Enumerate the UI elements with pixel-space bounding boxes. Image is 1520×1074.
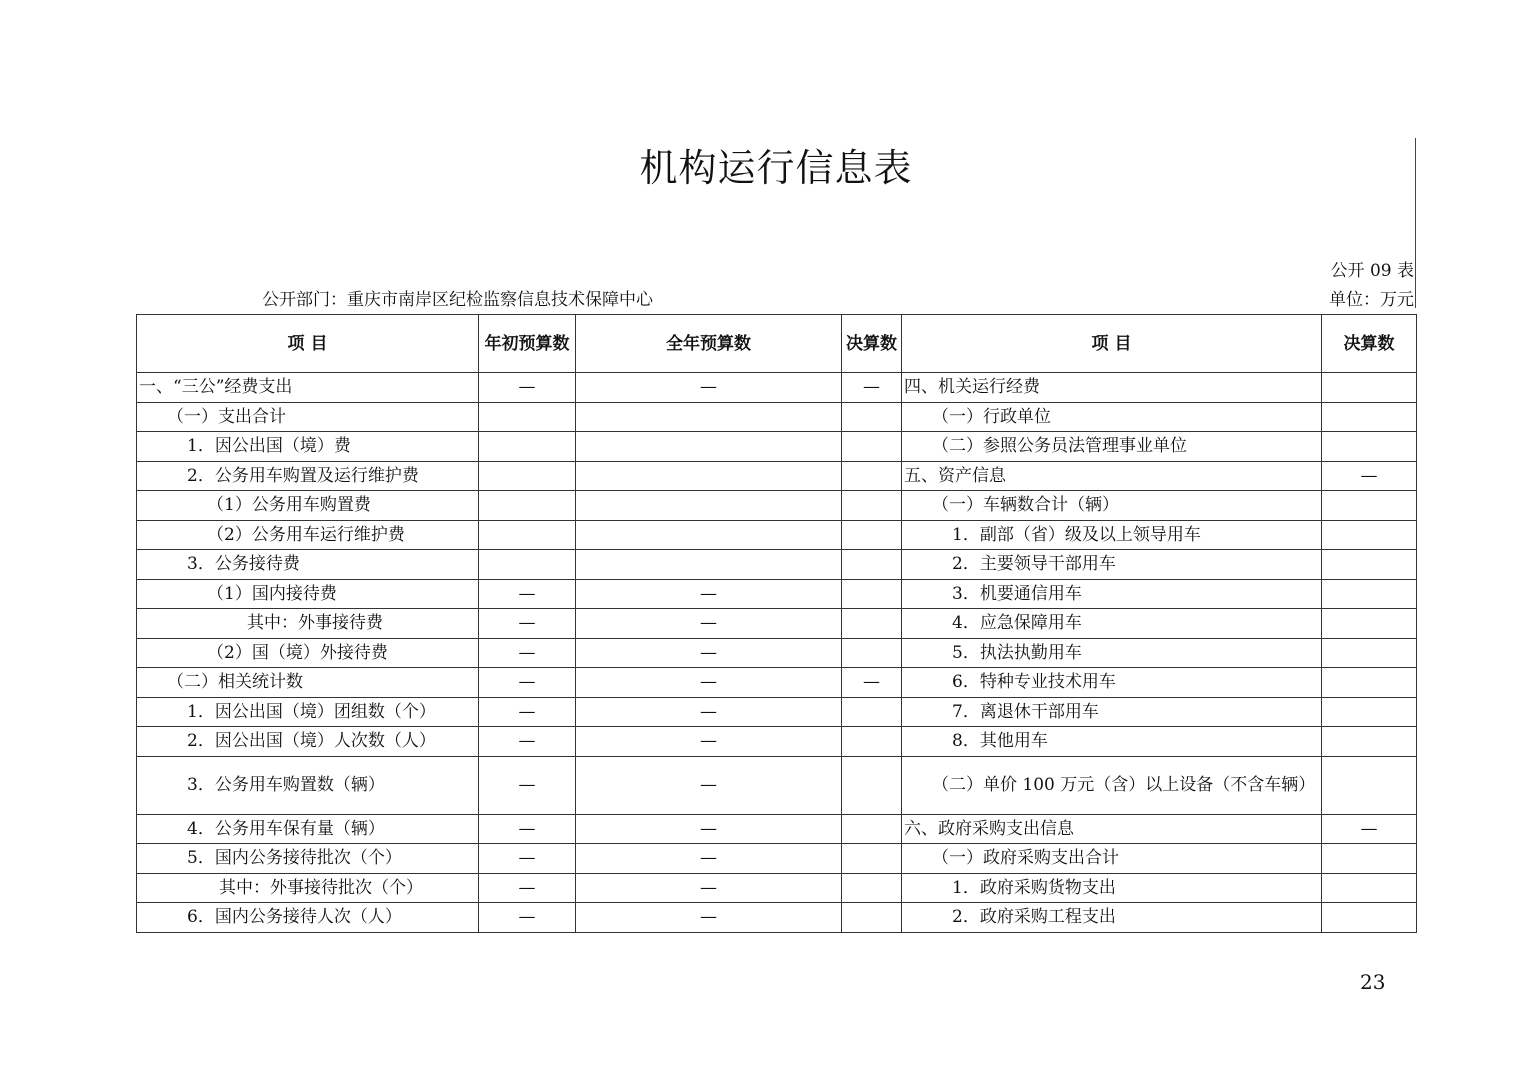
right-row-label: 5．执法执勤用车 xyxy=(902,638,1322,668)
right-row-label: 2．政府采购工程支出 xyxy=(902,903,1322,933)
initial-budget-cell: — xyxy=(479,873,576,903)
page-number: 23 xyxy=(1360,970,1386,994)
row-label: 5．国内公务接待批次（个） xyxy=(137,844,479,874)
row-label: （一）支出合计 xyxy=(137,402,479,432)
final-cell xyxy=(842,756,902,814)
initial-budget-cell: — xyxy=(479,609,576,639)
right-final-cell xyxy=(1322,579,1417,609)
final-cell: — xyxy=(842,373,902,403)
right-final-cell xyxy=(1322,550,1417,580)
initial-budget-cell xyxy=(479,402,576,432)
initial-budget-cell xyxy=(479,491,576,521)
annual-budget-cell: — xyxy=(576,903,842,933)
right-final-cell: — xyxy=(1322,814,1417,844)
row-label: 2．因公出国（境）人次数（人） xyxy=(137,727,479,757)
table-row xyxy=(137,432,1417,462)
unit-label: 单位：万元 xyxy=(1329,290,1414,310)
initial-budget-cell: — xyxy=(479,638,576,668)
initial-budget-cell: — xyxy=(479,814,576,844)
final-cell xyxy=(842,432,902,462)
annual-budget-cell xyxy=(576,550,842,580)
table-row xyxy=(137,579,1417,609)
table-row xyxy=(137,697,1417,727)
right-final-cell: — xyxy=(1322,461,1417,491)
row-label: 一、“三公”经费支出 xyxy=(137,373,479,403)
annual-budget-cell xyxy=(576,432,842,462)
right-final-cell xyxy=(1322,491,1417,521)
annual-budget-cell: — xyxy=(576,844,842,874)
right-final-cell xyxy=(1322,373,1417,403)
final-cell xyxy=(842,402,902,432)
initial-budget-cell: — xyxy=(479,727,576,757)
header-final-left: 决算数 xyxy=(842,315,902,373)
annual-budget-cell xyxy=(576,491,842,521)
initial-budget-cell xyxy=(479,461,576,491)
row-label: （1）国内接待费 xyxy=(137,579,479,609)
table-row xyxy=(137,814,1417,844)
final-cell xyxy=(842,579,902,609)
table-row xyxy=(137,756,1417,814)
initial-budget-cell xyxy=(479,432,576,462)
right-final-cell xyxy=(1322,756,1417,814)
table-row xyxy=(137,668,1417,698)
initial-budget-cell: — xyxy=(479,697,576,727)
annual-budget-cell: — xyxy=(576,697,842,727)
final-cell xyxy=(842,844,902,874)
table-row xyxy=(137,461,1417,491)
table-row xyxy=(137,638,1417,668)
initial-budget-cell: — xyxy=(479,579,576,609)
table-row xyxy=(137,609,1417,639)
row-label: 其中：外事接待费 xyxy=(137,609,479,639)
initial-budget-cell xyxy=(479,520,576,550)
annual-budget-cell: — xyxy=(576,727,842,757)
annual-budget-cell: — xyxy=(576,814,842,844)
table-row xyxy=(137,844,1417,874)
row-label: 其中：外事接待批次（个） xyxy=(137,873,479,903)
header-annual-budget: 全年预算数 xyxy=(576,315,842,373)
annual-budget-cell: — xyxy=(576,668,842,698)
right-row-label: 1．政府采购货物支出 xyxy=(902,873,1322,903)
right-row-label: 3．机要通信用车 xyxy=(902,579,1322,609)
row-label: 6．国内公务接待人次（人） xyxy=(137,903,479,933)
right-final-cell xyxy=(1322,402,1417,432)
table-code: 公开 09 表 xyxy=(1330,261,1414,281)
table-row xyxy=(137,727,1417,757)
table-row xyxy=(137,402,1417,432)
right-row-label: 8．其他用车 xyxy=(902,727,1322,757)
final-cell xyxy=(842,491,902,521)
right-row-label: 6．特种专业技术用车 xyxy=(902,668,1322,698)
row-label: （2）国（境）外接待费 xyxy=(137,638,479,668)
row-label: （1）公务用车购置费 xyxy=(137,491,479,521)
final-cell xyxy=(842,727,902,757)
header-final-right: 决算数 xyxy=(1322,315,1417,373)
table-row xyxy=(137,491,1417,521)
page-title: 机构运行信息表 xyxy=(639,146,913,190)
header-initial-budget: 年初预算数 xyxy=(479,315,576,373)
table-row xyxy=(137,550,1417,580)
initial-budget-cell: — xyxy=(479,373,576,403)
table-row xyxy=(137,373,1417,403)
right-row-label: 2．主要领导干部用车 xyxy=(902,550,1322,580)
right-final-cell xyxy=(1322,697,1417,727)
table-row xyxy=(137,903,1417,933)
final-cell xyxy=(842,638,902,668)
right-final-cell xyxy=(1322,520,1417,550)
info-table xyxy=(136,314,1417,933)
header-item-left: 项 目 xyxy=(137,315,479,373)
final-cell xyxy=(842,873,902,903)
initial-budget-cell: — xyxy=(479,756,576,814)
annual-budget-cell: — xyxy=(576,873,842,903)
row-label: 3．公务用车购置数（辆） xyxy=(137,756,479,814)
final-cell xyxy=(842,814,902,844)
right-row-label: 1．副部（省）级及以上领导用车 xyxy=(902,520,1322,550)
final-cell xyxy=(842,461,902,491)
annual-budget-cell: — xyxy=(576,756,842,814)
right-row-label: （一）政府采购支出合计 xyxy=(902,844,1322,874)
final-cell: — xyxy=(842,668,902,698)
row-label: 1．因公出国（境）团组数（个） xyxy=(137,697,479,727)
row-label: 4．公务用车保有量（辆） xyxy=(137,814,479,844)
annual-budget-cell: — xyxy=(576,373,842,403)
annual-budget-cell xyxy=(576,461,842,491)
right-row-label: （二）单价 100 万元（含）以上设备（不含车辆） xyxy=(902,756,1322,814)
right-row-label: （二）参照公务员法管理事业单位 xyxy=(902,432,1322,462)
row-label: 2．公务用车购置及运行维护费 xyxy=(137,461,479,491)
initial-budget-cell: — xyxy=(479,844,576,874)
right-final-cell xyxy=(1322,903,1417,933)
header-item-right: 项 目 xyxy=(902,315,1322,373)
final-cell xyxy=(842,520,902,550)
annual-budget-cell: — xyxy=(576,609,842,639)
right-final-cell xyxy=(1322,727,1417,757)
row-label: （2）公务用车运行维护费 xyxy=(137,520,479,550)
initial-budget-cell xyxy=(479,550,576,580)
row-label: （二）相关统计数 xyxy=(137,668,479,698)
row-label: 1．因公出国（境）费 xyxy=(137,432,479,462)
final-cell xyxy=(842,550,902,580)
annual-budget-cell: — xyxy=(576,638,842,668)
right-row-label: （一）行政单位 xyxy=(902,402,1322,432)
final-cell xyxy=(842,903,902,933)
final-cell xyxy=(842,609,902,639)
annual-budget-cell: — xyxy=(576,579,842,609)
right-final-cell xyxy=(1322,668,1417,698)
initial-budget-cell: — xyxy=(479,668,576,698)
right-row-label: 五、资产信息 xyxy=(902,461,1322,491)
annual-budget-cell xyxy=(576,520,842,550)
annual-budget-cell xyxy=(576,402,842,432)
right-row-label: 四、机关运行经费 xyxy=(902,373,1322,403)
right-row-label: （一）车辆数合计（辆） xyxy=(902,491,1322,521)
right-final-cell xyxy=(1322,609,1417,639)
final-cell xyxy=(842,697,902,727)
right-final-cell xyxy=(1322,432,1417,462)
table-header-row xyxy=(137,315,1417,373)
row-label: 3．公务接待费 xyxy=(137,550,479,580)
right-row-label: 六、政府采购支出信息 xyxy=(902,814,1322,844)
right-final-cell xyxy=(1322,844,1417,874)
table-row xyxy=(137,873,1417,903)
table-row xyxy=(137,520,1417,550)
right-final-cell xyxy=(1322,638,1417,668)
department-label: 公开部门：重庆市南岸区纪检监察信息技术保障中心 xyxy=(262,290,653,310)
right-final-cell xyxy=(1322,873,1417,903)
right-row-label: 7．离退休干部用车 xyxy=(902,697,1322,727)
initial-budget-cell: — xyxy=(479,903,576,933)
right-row-label: 4．应急保障用车 xyxy=(902,609,1322,639)
